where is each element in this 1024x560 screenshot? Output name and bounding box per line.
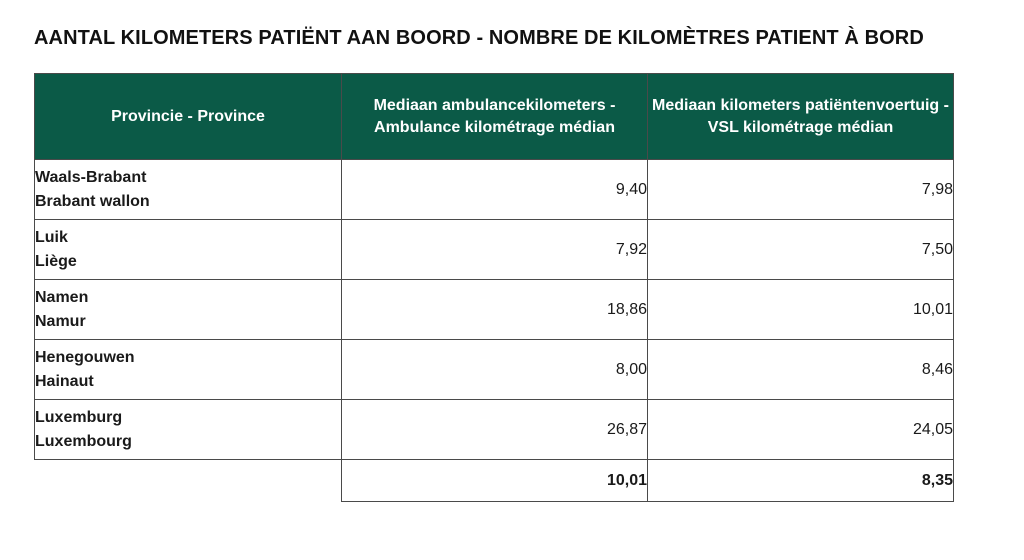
table-row (35, 340, 954, 400)
province-cell (35, 340, 342, 400)
ambulance-value: 7,92 (342, 220, 648, 280)
table-row (35, 160, 954, 220)
page-title: AANTAL KILOMETERS PATIËNT AAN BOORD - NOMBRE DE KILOMÈTRES PATIENT À BORD (34, 27, 924, 49)
header-vsl-median: Mediaan kilometers patiëntenvoertuig - VSL kilométrage médian (648, 74, 954, 160)
province-name-nl: Luxemburg (35, 408, 123, 426)
vsl-value: 7,50 (648, 220, 954, 280)
province-name-fr: Namur (35, 312, 86, 330)
province-name-fr: Brabant wallon (35, 192, 150, 210)
province-cell (35, 220, 342, 280)
province-cell (35, 280, 342, 340)
province-name-fr: Liège (35, 252, 77, 270)
vsl-value: 10,01 (648, 280, 954, 340)
vsl-value: 7,98 (648, 160, 954, 220)
province-name-nl: Henegouwen (35, 348, 135, 366)
ambulance-value: 26,87 (342, 400, 648, 460)
table-row (35, 400, 954, 460)
total-row (35, 460, 954, 502)
province-cell (35, 400, 342, 460)
province-cell (35, 160, 342, 220)
province-name-nl: Luik (35, 228, 68, 246)
total-ambulance-value: 10,01 (342, 460, 648, 502)
province-name-nl: Namen (35, 288, 89, 306)
ambulance-value: 18,86 (342, 280, 648, 340)
header-row (35, 74, 954, 160)
data-table (34, 73, 954, 502)
header-province: Provincie - Province (35, 74, 342, 160)
province-name-fr: Hainaut (35, 372, 94, 390)
total-vsl-value: 8,35 (648, 460, 954, 502)
header-ambulance-median: Mediaan ambulancekilometers - Ambulance kilométrage médian (342, 74, 648, 160)
province-name-fr: Luxembourg (35, 432, 132, 450)
table-row (35, 220, 954, 280)
vsl-value: 24,05 (648, 400, 954, 460)
total-row-spacer (35, 460, 342, 502)
ambulance-value: 8,00 (342, 340, 648, 400)
table-row (35, 280, 954, 340)
vsl-value: 8,46 (648, 340, 954, 400)
ambulance-value: 9,40 (342, 160, 648, 220)
province-name-nl: Waals-Brabant (35, 168, 147, 186)
